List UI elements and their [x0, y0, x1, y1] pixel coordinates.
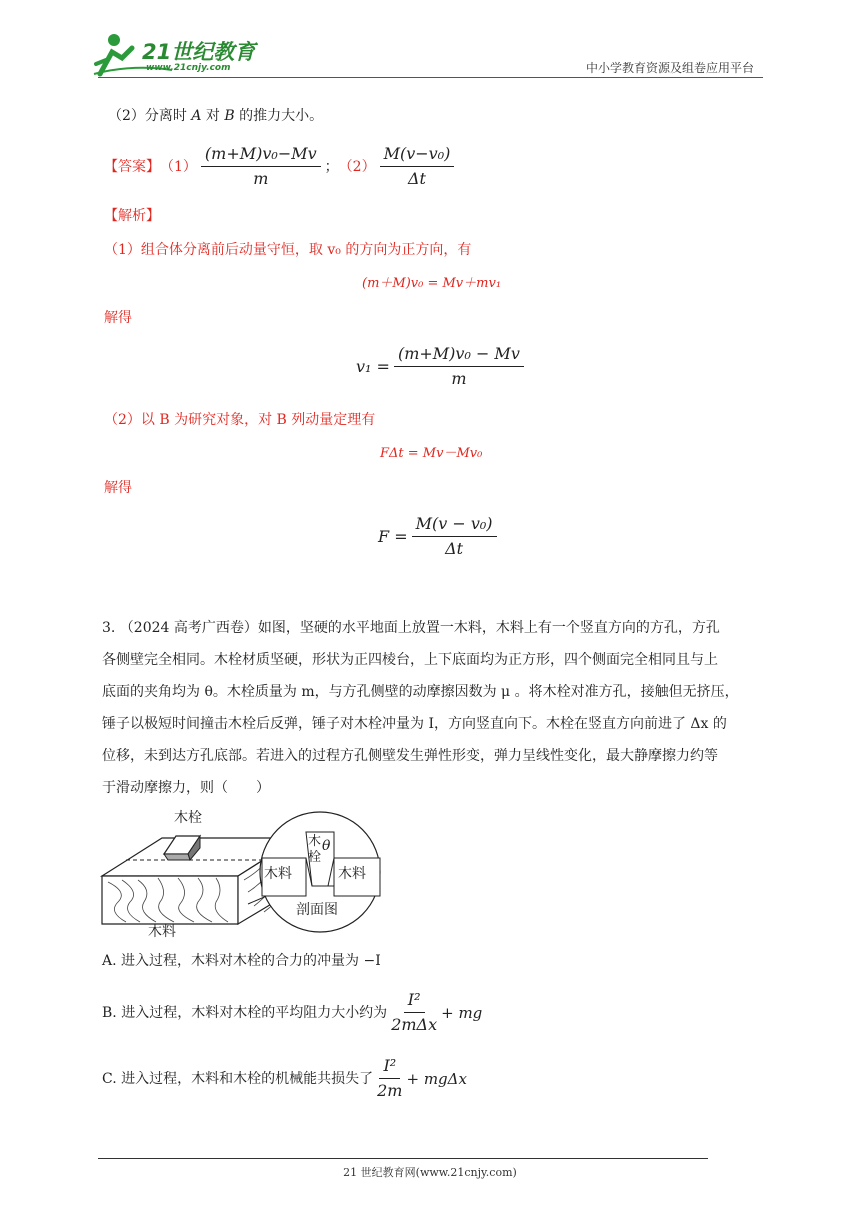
header	[0, 0, 860, 80]
q3-line: 3. （2024 高考广西卷）如图，坚硬的水平地面上放置一木料，木料上有一个竖直方向的方孔，方孔	[102, 620, 720, 636]
analysis-label: 【解析】	[104, 208, 160, 224]
jiede-1: 解得	[104, 310, 132, 326]
figure-label-right: 木料	[338, 866, 366, 882]
figure-label-peg: 木栓	[174, 810, 202, 826]
q3-line: 位移，未到达方孔底部。若进入的过程方孔侧壁发生弹性形变，弹力呈线性变化，最大静摩擦力约等	[102, 748, 718, 764]
equation-impulse: FΔt = Mv－Mv₀	[380, 446, 483, 461]
option-b: B. 进入过程，木料对木栓的平均阻力大小约为 $\frac{\text{I²}}{\text{2mΔx}}$ + mg	[102, 990, 483, 1034]
header-right-text: 中小学教育资源及组卷应用平台	[585, 61, 754, 75]
logo-url: www.21cnjy.com	[146, 63, 231, 73]
option-a: A. 进入过程，木料对木栓的合力的冲量为 −I	[102, 953, 381, 969]
equation-v1: v₁ = $\frac{\text{(m+M)v₀ − Mv}}{m}$	[356, 344, 528, 389]
q3-line: 锤子以极短时间撞击木栓后反弹，锤子对木栓冲量为 I，方向竖直向下。木栓在竖直方向前进了 Δx 的	[102, 716, 727, 732]
footer-text: 21 世纪教育网(www.21cnjy.com)	[343, 1166, 517, 1179]
logo-text: 21世纪教育	[142, 40, 256, 64]
figure-label-peg-inner: 木	[308, 834, 322, 849]
q3-line: 于滑动摩擦力，则（ ）	[102, 780, 270, 796]
figure-label-wood: 木料	[148, 924, 176, 940]
answer-row: 【答案】 （1） $\frac{\text{(m+M)v₀−Mv}}{m}$ ； （2） $\frac{\text{M(v−v₀)}}{\Delta t}$	[104, 144, 458, 189]
equation-F: F = $\frac{\text{M(v − v₀)}}{\Delta t}$	[378, 514, 501, 559]
q2-part2: （2）分离时 A 对 B 的推力大小。	[108, 108, 324, 124]
q3-line: 底面的夹角均为 θ。木栓质量为 m，与方孔侧壁的动摩擦因数为 μ 。将木栓对准方孔，接触但无挤压，	[102, 684, 739, 700]
option-c: C. 进入过程，木料和木栓的机械能共损失了 $\frac{\text{I²}}{2m}$ + mgΔx	[102, 1056, 467, 1100]
figure-label-peg-inner2: 栓	[308, 850, 322, 865]
footer-divider	[98, 1158, 708, 1159]
answer-fraction-1: $\frac{\text{(m+M)v₀−Mv}}{m}$	[201, 144, 321, 189]
analysis-line-2: （2）以 B 为研究对象，对 B 列动量定理有	[104, 412, 376, 428]
header-divider	[98, 77, 763, 78]
equation-momentum: (m＋M)v₀ = Mv＋mv₁	[362, 276, 502, 291]
figure-label-section: 剖面图	[296, 902, 338, 918]
q3-line: 各侧壁完全相同。木栓材质坚硬，形状为正四棱台，上下底面均为正方形，四个侧面完全相同且与上	[102, 652, 718, 668]
answer-fraction-2: $\frac{\text{M(v−v₀)}}{\Delta t}$	[380, 144, 455, 189]
jiede-2: 解得	[104, 480, 132, 496]
figure-label-theta: θ	[322, 838, 331, 854]
figure-label-left: 木料	[264, 866, 292, 882]
q3-figure	[98, 808, 388, 942]
q3-stem	[102, 612, 762, 804]
answer-label: 【答案】	[104, 158, 160, 175]
analysis-line-1: （1）组合体分离前后动量守恒，取 v₀ 的方向为正方向，有	[104, 242, 472, 258]
